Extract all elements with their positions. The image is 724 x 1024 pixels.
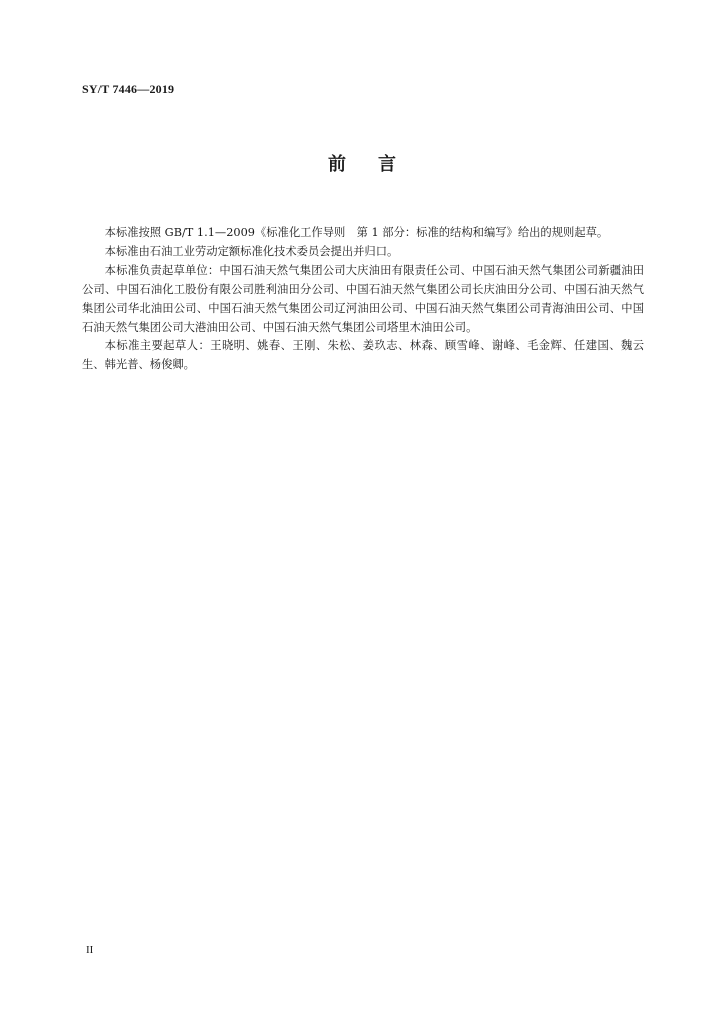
- page-number: II: [86, 944, 94, 956]
- paragraph-drafters: 本标准主要起草人：王晓明、姚春、王刚、朱松、姜玖志、林森、顾雪峰、谢峰、毛金辉、任建国、魏云生、韩光普、杨俊卿。: [82, 339, 644, 372]
- standard-code: SY/T 7446—2019: [82, 82, 175, 96]
- page-title: 前言: [328, 154, 428, 175]
- paragraph-drafting-rules: 本标准按照 GB/T 1.1—2009《标准化工作导则 第 1 部分：标准的结构和编写》给出的规则起草。: [104, 226, 609, 239]
- foreword-body: [82, 224, 644, 375]
- paragraph-drafting-units: 本标准负责起草单位：中国石油天然气集团公司大庆油田有限责任公司、中国石油天然气集团公司新疆油田公司、中国石油化工股份有限公司胜利油田分公司、中国石油天然气集团公司长庆油田分公司、中国石油天然气集团公司华北油田公司、中国石油天然气集团公司辽河油田公司、中国石油天然气集团公司青海油田公司、中国石油天然气集团公司大港油田公司、中国石油天然气集团公司塔里木油田公司。: [82, 263, 644, 334]
- paragraph-proposer: 本标准由石油工业劳动定额标准化技术委员会提出并归口。: [104, 244, 399, 258]
